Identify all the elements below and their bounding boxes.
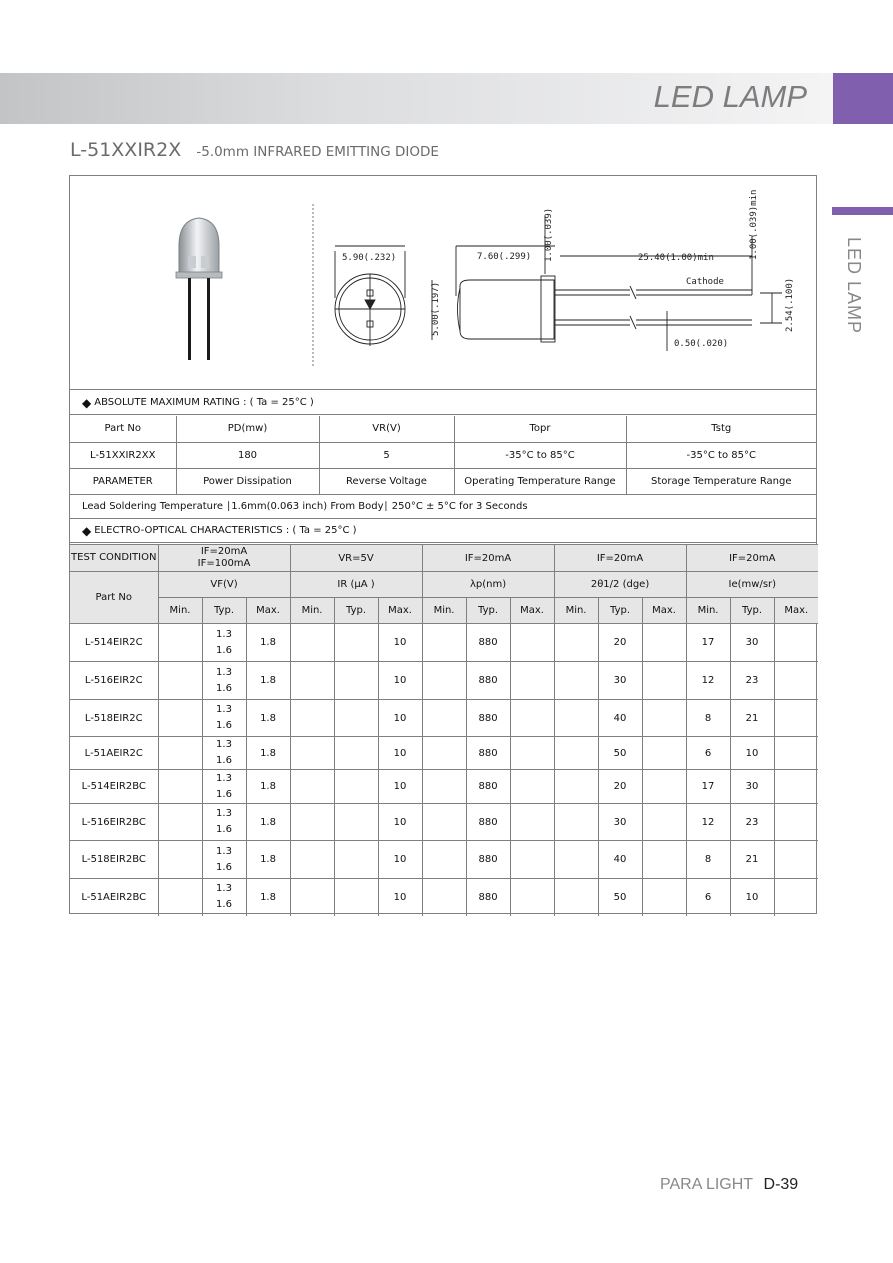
sub-min: Min. [290,598,334,624]
table-cell: 10 [378,737,422,770]
table-cell: 1.8 [246,841,290,879]
table-cell: Operating Temperature Range [454,468,626,494]
table-cell: 880 [466,841,510,879]
empty-cell [510,700,554,737]
empty-cell [158,879,202,916]
empty-cell [290,879,334,916]
table-cell: L-51XXIR2XX [70,442,176,468]
empty-cell [774,804,818,841]
empty-cell [158,737,202,770]
sub-typ: Typ. [730,598,774,624]
empty-cell [642,770,686,804]
table-cell: 10 [378,879,422,916]
sub-typ: Typ. [598,598,642,624]
angle-condition: IF=20mA [554,545,686,572]
empty-cell [334,737,378,770]
table-row [70,737,818,770]
table-cell: 880 [466,624,510,662]
table-cell: 10 [378,841,422,879]
abs-max-header [70,391,816,415]
lp-condition: IF=20mA [422,545,554,572]
dim-lead-length: 25.40(1.00)min [638,253,714,263]
empty-cell [642,737,686,770]
sub-max: Max. [774,598,818,624]
table-cell: 30 [730,624,774,662]
empty-cell [334,879,378,916]
table-cell: L-514EIR2BC [70,770,158,804]
vf-condition [158,545,290,572]
vf-typ-value: 1.3 [216,666,232,678]
table-cell: 21 [730,700,774,737]
vf-typ-value: 1.6 [216,788,232,800]
sub-min: Min. [422,598,466,624]
table-cell: Topr [454,416,626,442]
condition-text: IF=20mA [200,546,248,557]
param-lp: λp(nm) [422,572,554,598]
footer-brand: PARA LIGHT [660,1176,754,1193]
vf-typ-value: 1.6 [216,755,232,766]
vf-typ-value: 1.6 [216,899,232,911]
side-accent-bar [832,207,893,215]
empty-cell [158,700,202,737]
table-cell: 1.8 [246,879,290,916]
vf-typ-value: 1.3 [216,628,232,640]
empty-cell [334,700,378,737]
table-cell: 23 [730,804,774,841]
table-cell: -35°C to 85°C [454,442,626,468]
dim-lead-pitch: 2.54(.100) [785,277,795,332]
empty-cell [334,770,378,804]
empty-cell [554,770,598,804]
sub-max: Max. [642,598,686,624]
vf-typ-cell [202,804,246,841]
table-cell: 1.8 [246,700,290,737]
empty-cell [774,879,818,916]
empty-cell [334,662,378,700]
ir-condition: VR=5V [290,545,422,572]
table-cell: 40 [598,700,642,737]
vf-typ-value: 1.3 [216,808,232,819]
vf-typ-value: 1.6 [216,682,232,694]
table-cell: 10 [730,737,774,770]
abs-max-table [70,416,816,495]
table-cell: 880 [466,770,510,804]
spec-frame [69,175,817,914]
table-cell: 50 [598,737,642,770]
page-number: D-39 [763,1176,799,1193]
empty-cell [510,841,554,879]
empty-cell [422,662,466,700]
vf-typ-value: 1.3 [216,704,232,715]
table-cell: L-518EIR2BC [70,841,158,879]
dim-lead-width: 0.50(.020) [674,339,729,349]
empty-cell [422,841,466,879]
vf-typ-value: 1.6 [216,720,232,731]
empty-cell [290,700,334,737]
vf-typ-value: 1.3 [216,845,232,857]
empty-cell [158,662,202,700]
drawing-area [70,176,816,390]
vf-typ-value: 1.6 [216,824,232,835]
footer [660,1176,798,1194]
param-ie: Ie(mw/sr) [686,572,818,598]
empty-cell [290,624,334,662]
empty-cell [422,770,466,804]
eo-condition-row [70,545,818,572]
table-cell: 10 [378,770,422,804]
sub-max: Max. [378,598,422,624]
table-cell: 20 [598,770,642,804]
dim-lens-diameter: 5.90(.232) [342,253,397,263]
table-row [70,624,818,662]
table-cell: 1.8 [246,662,290,700]
empty-cell [642,879,686,916]
sub-max: Max. [246,598,290,624]
led-photo [176,218,222,360]
vf-typ-cell [202,624,246,662]
abs-max-param-row [70,468,816,494]
side-label: LED LAMP [844,237,864,335]
eo-header [70,519,816,543]
empty-cell [554,737,598,770]
table-cell: L-51AEIR2C [70,737,158,770]
empty-cell [774,737,818,770]
diamond-bullet-icon: ◆ [82,523,92,538]
empty-cell [422,737,466,770]
header-accent-block [833,73,893,124]
table-cell: 30 [598,804,642,841]
empty-cell [422,804,466,841]
vf-typ-cell [202,841,246,879]
vf-typ-value: 1.6 [216,644,232,656]
param-vf: VF(V) [158,572,290,598]
sub-typ: Typ. [334,598,378,624]
table-cell: 17 [686,770,730,804]
empty-cell [290,804,334,841]
vf-typ-value: 1.3 [216,772,232,784]
empty-cell [422,624,466,662]
table-cell: 880 [466,737,510,770]
vf-typ-cell [202,770,246,804]
empty-cell [554,700,598,737]
table-cell: Power Dissipation [176,468,319,494]
cathode-label: Cathode [686,277,724,287]
abs-max-header-text: ABSOLUTE MAXIMUM RATING : ( Ta = 25°C ) [94,397,314,408]
table-cell: 21 [730,841,774,879]
empty-cell [774,662,818,700]
table-cell: VR(V) [319,416,454,442]
empty-cell [510,662,554,700]
abs-max-value-row [70,442,816,468]
dim-flange: 1.00(.039) [544,207,554,262]
table-cell: Part No [70,416,176,442]
table-cell: 1.8 [246,770,290,804]
empty-cell [774,841,818,879]
table-cell: L-518EIR2C [70,700,158,737]
table-row [70,841,818,879]
product-code: L-51XXIR2X [70,139,182,161]
table-cell: Storage Temperature Range [626,468,816,494]
table-cell: PD(mw) [176,416,319,442]
table-cell: 1.8 [246,804,290,841]
table-cell: 8 [686,841,730,879]
empty-cell [642,700,686,737]
table-cell: 10 [378,700,422,737]
table-row [70,804,818,841]
empty-cell [554,624,598,662]
empty-cell [422,700,466,737]
dim-lead-min: 1.00(.039)min [749,189,759,260]
sub-min: Min. [158,598,202,624]
eo-table [70,544,818,916]
empty-cell [422,879,466,916]
empty-cell [158,804,202,841]
vf-typ-cell [202,700,246,737]
table-cell: 10 [378,662,422,700]
table-cell: 10 [730,879,774,916]
empty-cell [510,737,554,770]
table-cell: 1.8 [246,624,290,662]
dim-body-diameter: 5.00(.197) [431,281,441,336]
vf-typ-value: 1.6 [216,861,232,873]
header-band [0,73,833,124]
vf-typ-cell [202,662,246,700]
table-cell: 30 [598,662,642,700]
empty-cell [334,804,378,841]
table-cell: Tstg [626,416,816,442]
eo-param-row [70,572,818,598]
vf-typ-cell [202,737,246,770]
table-cell: 30 [730,770,774,804]
table-cell: Reverse Voltage [319,468,454,494]
abs-max-header-row [70,416,816,442]
empty-cell [158,770,202,804]
test-condition-label: TEST CONDITION [70,545,158,572]
table-cell: PARAMETER [70,468,176,494]
param-ir: IR (μA ) [290,572,422,598]
empty-cell [642,624,686,662]
empty-cell [510,804,554,841]
sub-max: Max. [510,598,554,624]
empty-cell [774,624,818,662]
table-cell: 10 [378,624,422,662]
table-cell: -35°C to 85°C [626,442,816,468]
table-cell: L-516EIR2BC [70,804,158,841]
table-row [70,770,818,804]
table-row [70,700,818,737]
eo-header-text: ELECTRO-OPTICAL CHARACTERISTICS : ( Ta = 25°C ) [94,525,357,536]
empty-cell [158,624,202,662]
empty-cell [554,879,598,916]
sub-typ: Typ. [466,598,510,624]
empty-cell [774,700,818,737]
product-title [70,139,439,161]
empty-cell [642,804,686,841]
table-cell: 6 [686,879,730,916]
eo-data-body [70,624,818,916]
empty-cell [642,841,686,879]
product-description: -5.0mm INFRARED EMITTING DIODE [196,144,439,160]
table-cell: L-51AEIR2BC [70,879,158,916]
sub-min: Min. [554,598,598,624]
table-cell: 5 [319,442,454,468]
empty-cell [290,662,334,700]
empty-cell [774,770,818,804]
sub-min: Min. [686,598,730,624]
empty-cell [290,737,334,770]
side-view-drawing [432,216,782,351]
table-cell: 23 [730,662,774,700]
empty-cell [158,841,202,879]
soldering-note: Lead Soldering Temperature ∣1.6mm(0.063 inch) From Body∣ 250°C ± 5°C for 3 Seconds [70,494,816,519]
table-row [70,879,818,916]
table-cell: 880 [466,804,510,841]
table-cell: L-514EIR2C [70,624,158,662]
empty-cell [554,662,598,700]
table-cell: 20 [598,624,642,662]
empty-cell [334,841,378,879]
sub-typ: Typ. [202,598,246,624]
empty-cell [290,841,334,879]
table-cell: 50 [598,879,642,916]
empty-cell [554,841,598,879]
table-cell: 40 [598,841,642,879]
table-cell: 12 [686,662,730,700]
empty-cell [510,624,554,662]
table-cell: 1.8 [246,737,290,770]
empty-cell [510,879,554,916]
condition-text: IF=100mA [197,558,251,569]
table-cell: 880 [466,879,510,916]
empty-cell [510,770,554,804]
table-cell: L-516EIR2C [70,662,158,700]
table-cell: 880 [466,700,510,737]
empty-cell [290,770,334,804]
table-cell: 6 [686,737,730,770]
table-cell: 180 [176,442,319,468]
empty-cell [642,662,686,700]
table-cell: 10 [378,804,422,841]
table-cell: 880 [466,662,510,700]
header-title: LED LAMP [653,79,807,114]
table-cell: 17 [686,624,730,662]
param-angle: 2θ1/2 (dge) [554,572,686,598]
table-cell: 12 [686,804,730,841]
dim-body-length: 7.60(.299) [477,252,532,262]
vf-typ-value: 1.3 [216,883,232,895]
part-no-label: Part No [70,572,158,624]
vf-typ-cell [202,879,246,916]
diamond-bullet-icon: ◆ [82,395,92,410]
eo-subheader-row [70,598,818,624]
vf-typ-value: 1.3 [216,739,232,750]
table-cell: 8 [686,700,730,737]
dimension-drawing [70,176,816,390]
ie-condition: IF=20mA [686,545,818,572]
empty-cell [334,624,378,662]
empty-cell [554,804,598,841]
table-row [70,662,818,700]
